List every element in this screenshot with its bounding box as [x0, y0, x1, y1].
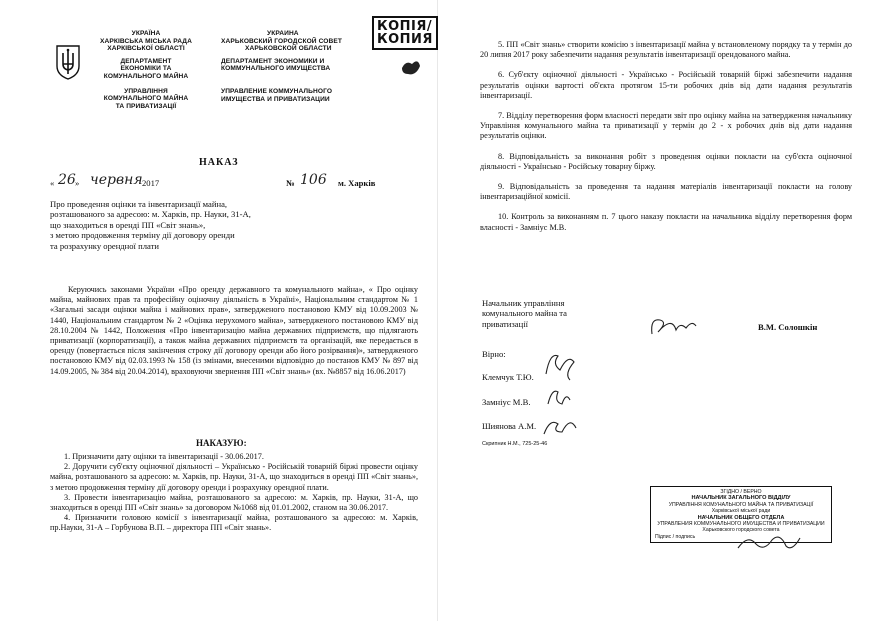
header-right-line: УПРАВЛЕНИЕ КОММУНАЛЬНОГО	[221, 87, 333, 95]
subject-line: розташованого за адресою: м. Харків, пр. Науки, 31-А,	[50, 209, 251, 220]
signatory-line: комунального майна та	[482, 308, 567, 319]
header-right-line: УКРАИНА	[267, 30, 299, 37]
stamp-line: НАЧАЛЬНИК ЗАГАЛЬНОГО ВІДДІЛУ	[691, 495, 791, 502]
header-right-line: ИМУЩЕСТВА И ПРИВАТИЗАЦИИ	[221, 95, 330, 103]
subject-line: з метою продовження терміну дії договору оренди	[50, 230, 235, 241]
header-left-line: УПРАВЛІННЯ	[124, 87, 168, 95]
date-year: 2017	[142, 178, 160, 188]
order-item: 5. ПП «Світ знань» створити комісію з інвентаризації майна у встановленому порядку та у термін до 20 липня 2017 року забезпечити надання результатів інвентаризації орендованого майна.	[480, 40, 852, 60]
order-items-left	[50, 452, 418, 534]
stamp-line: УПРАВЛЕНИЯ КОММУНАЛЬНОГО ИМУЩЕСТВА И ПРИВАТИЗАЦИИ	[657, 521, 825, 528]
header-left-line: ТА ПРИВАТИЗАЦІЇ	[115, 102, 177, 110]
approver-name: Замніус М.В.	[482, 397, 531, 407]
subject-block	[50, 199, 350, 251]
header-left-line: ДЕПАРТАМЕНТ	[120, 57, 172, 65]
order-heading: НАКАЗУЮ:	[196, 438, 247, 448]
header-left-line: ХАРКІВСЬКОЇ ОБЛАСТІ	[107, 45, 185, 53]
signatory-line: Начальник управління	[482, 298, 565, 308]
stamp-line: Підпис / подпись	[655, 533, 696, 540]
order-item: 7. Відділу перетворення форм власності передати звіт про оцінку майна на затвердження начальнику Управління комунального майна та приватизації у термін до 2 - х робочих днів від дати надання результатів оцінки.	[480, 111, 852, 141]
trident-coat-of-arms-icon	[55, 44, 81, 80]
header-left-line: КОМУНАЛЬНОГО МАЙНА	[103, 72, 189, 80]
stamp-line: Харьковского городского совета	[702, 527, 780, 534]
approver-name: Шиянова А.М.	[482, 421, 537, 431]
stamp-signature-icon	[734, 530, 804, 556]
stamp-line: Харківської міської ради	[711, 508, 771, 515]
subject-line: Про проведення оцінки та інвентаризації майна,	[50, 199, 228, 209]
date-day: 26	[58, 172, 76, 188]
signatory-line: приватизації	[482, 318, 528, 329]
director-signature-icon	[648, 312, 700, 340]
order-items-right	[480, 40, 852, 233]
order-item: 2. Доручити суб'єкту оціночної діяльності – Українсько - Російській товарній біржі провести оцінку майна, розташованого за адресою: м. Харків, пр. Науки, 31-А, що знаходиться в оренді ПП «Світ знань», з метою продовження терміну дії договору оренди і розрахунку орендної плати.	[50, 462, 418, 492]
order-item: 1. Призначити дату оцінки та інвентаризації - 30.06.2017.	[64, 452, 264, 461]
order-number: 106	[300, 172, 327, 188]
subject-line: та розрахунку орендної плати	[50, 240, 159, 251]
preamble: Керуючись законами України «Про оренду державного та комунального майна», « Про оцінку майна, майнових прав та професійну оціночну діяльність в Україні», Національним стандартом № 1 «Загальні засади оцінки майна і майнових прав», затвердженого постановою КМУ від 10.09.2003 № 1440, Національним стандартом № 2 «Оцінка нерухомого майна», затвердженого постановою КМУ від 28.10.2004 № 1442, Положення «Про інвентаризацію майна державних підприємств, що підлягають приватизації (корпоратизації), а також майна державних підприємств та організацій, яке передається в оренду (повертається після закінчення строку дії договору оренди або його розірвання)», затвердженого постановою КМУ від 02.03.1993 № 158 (із змінами, внесеними відповідно до постанов КМУ № 897 від 14.09.2005, № 384 від 20.04.2014), враховуючи звернення ПП «Світ знань» (вх. №8857 від 16.06.2017)	[50, 285, 418, 376]
order-item: 3. Провести інвентаризацію майна, розташованого за адресою: м. Харків, пр. Науки, 31-А, що знаходиться в оренді ПП «Світ знань» за договором №1068 від 01.01.2002, станом на 30.06.2017.	[50, 492, 418, 513]
stamp-line: НАЧАЛЬНИК ОБЩЕГО ОТДЕЛА	[697, 514, 785, 521]
stamp-mark-icon	[400, 58, 422, 78]
order-item: 4. Призначити головою комісії з інвентаризації майна, розташованого за адресою: м. Харків, пр.Науки, 31-А – Горбунова В.П. – директора ПП «Світ знань».	[50, 513, 418, 533]
header-right-line: КОММУНАЛЬНОГО ИМУЩЕСТВА	[221, 65, 331, 73]
subject-line: що знаходиться в оренді ПП «Світ знань»,	[50, 219, 206, 230]
stamp-line: ЗГІДНО / ВЕРНО	[720, 489, 762, 495]
copy-stamp-line: КОПІЯ/	[377, 19, 433, 34]
signatory-position	[482, 298, 567, 329]
approver-name: Клемчук Т.Ю.	[482, 372, 534, 382]
header-left-line: УКРАЇНА	[131, 30, 161, 37]
order-item: 9. Відповідальність за проведення та надання матеріалів інвентаризації покласти на голову інвентаризаційної комісії.	[480, 182, 852, 202]
order-item: 8. Відповідальність за виконання робіт з проведення оцінки покласти на суб'єкта оціночної діяльності - Українсько - Російську товарну біржу.	[480, 151, 852, 171]
header-left-line: ХАРКІВСЬКА МІСЬКА РАДА	[100, 37, 192, 45]
executor-note: Скрипник Н.М., 725-25-46	[482, 441, 548, 447]
header-left-line: ЕКОНОМІКИ ТА	[120, 65, 172, 73]
date-month: червня	[90, 172, 143, 188]
header-right-line: ХАРЬКОВСКИЙ ГОРОДСКОЙ СОВЕТ	[221, 37, 342, 45]
header-left	[86, 30, 206, 110]
stamp-line: УПРАВЛІННЯ КОМУНАЛЬНОГО МАЙНА ТА ПРИВАТИЗАЦІЇ	[668, 501, 814, 508]
header-right-line: ДЕПАРТАМЕНТ ЭКОНОМИКИ И	[221, 57, 325, 65]
number-prefix: №	[286, 178, 295, 188]
city: м. Харків	[338, 178, 376, 188]
order-item: 10. Контроль за виконанням п. 7 цього наказу покласти на начальника відділу перетворення форм власності - Замніус М.В.	[480, 212, 852, 232]
order-item: 6. Суб'єкту оціночної діяльності - Українсько - Російській товарній біржі забезпечити надання результатів оцінки вартості об'єкта протягом 15-ти робочих днів від дати надання результатів інвентаризації.	[480, 70, 852, 100]
copy-stamp-line: КОПИЯ	[377, 32, 433, 47]
header-right	[221, 30, 381, 103]
signatory-name: В.М. Солошкін	[758, 322, 818, 332]
copy-stamp	[372, 16, 438, 50]
approver-signatures-icon	[540, 344, 580, 444]
right-page	[377, 0, 876, 621]
header-left-line: КОМУНАЛЬНОГО МАЙНА	[103, 95, 189, 103]
header-right-line: ХАРЬКОВСКОЙ ОБЛАСТИ	[245, 45, 332, 53]
approvals-label: Вірно:	[482, 349, 506, 359]
date-line: « 26 » червня 2017 № 106 м. Харків	[50, 172, 376, 188]
document-title: НАКАЗ	[199, 157, 239, 168]
